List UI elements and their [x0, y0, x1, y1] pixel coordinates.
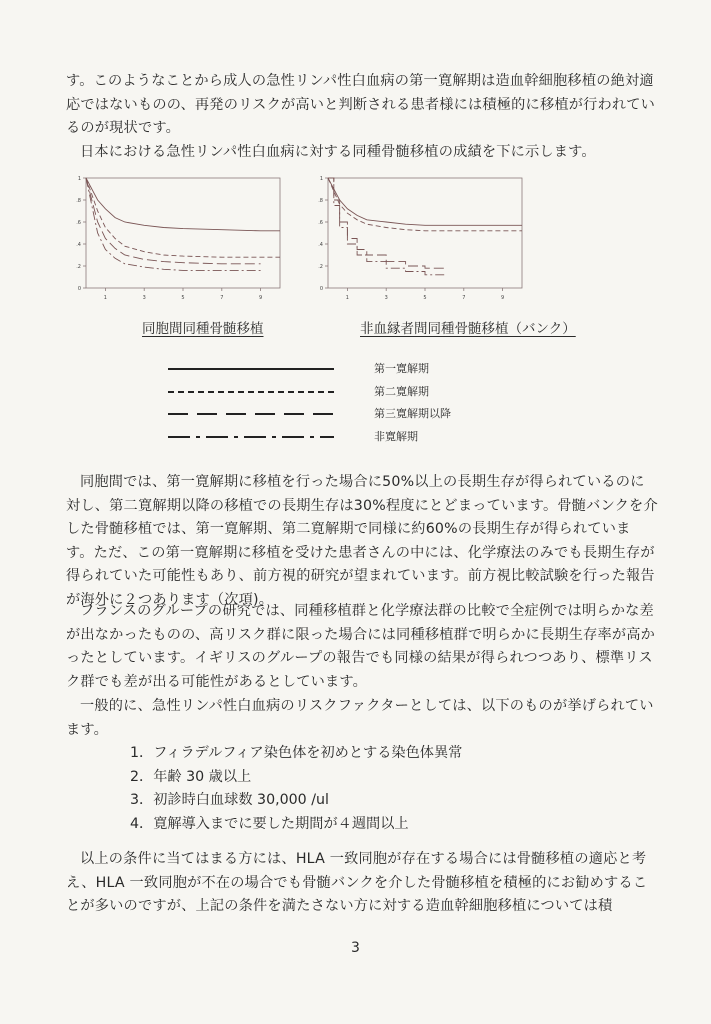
paragraph-france-study: フランスのグループの研究では、同種移植群と化学療法群の比較で全症例では明らかな差が出なかったものの、高リスク群に限った場合には同種移植群で明らかに長期生存率が高かったとしています。イギリスのグループの報告でも同様の結果が得られつつあり、標準リスク群でも差が出る可能性があるとしています。	[66, 603, 656, 690]
list-item: 2．年齢 30 歳以上	[130, 768, 252, 785]
series-line-dash-dot	[86, 178, 261, 270]
x-tick-label: 7	[462, 295, 466, 301]
x-tick-label: 5	[423, 295, 427, 301]
y-tick-label: .6	[76, 220, 81, 226]
series-line-solid	[328, 178, 522, 225]
series-line-solid	[86, 178, 280, 231]
list-item: 1．フィラデルフィア染色体を初めとする染色体異常	[130, 745, 463, 761]
y-tick-label: .4	[76, 242, 81, 248]
y-tick-label: .4	[318, 242, 323, 248]
series-line-long-dash	[328, 178, 444, 268]
risk-factor-list	[130, 742, 462, 836]
paragraph-risk-intro: 一般的に、急性リンパ性白血病のリスクファクターとしては、以下のものが挙げられています。	[66, 698, 654, 738]
y-tick-label: 1	[319, 176, 323, 182]
series-line-short-dash	[328, 178, 522, 231]
x-tick-label: 1	[345, 295, 349, 301]
legend-line-short-dash	[168, 391, 334, 393]
x-tick-label: 7	[220, 295, 224, 301]
list-item: 4．寛解導入までに要した期間が４週間以上	[130, 815, 409, 832]
caption-sibling: 同胞間同種骨髄移植	[142, 321, 264, 337]
paragraph-intro: す。このようなことから成人の急性リンパ性白血病の第一寛解期は造血幹細胞移植の絶対適応ではないものの、再発のリスクが高いと判断される患者様には積極的に移植が行われているのが現状です。	[66, 73, 656, 137]
paragraph-conclusion: 以上の条件に当てはまる方には、HLA 一致同胞が存在する場合には骨髄移植の適応と考え、HLA 一致同胞が不在の場合でも骨髄バンクを介した骨髄移植を積極的にお勧めすることが多いのですが、上記の条件を満たさない方に対する造血幹細胞移植については積	[66, 851, 648, 915]
y-tick-label: 0	[319, 286, 323, 292]
paragraph-results-intro: 日本における急性リンパ性白血病に対する同種骨髄移植の成績を下に示します。	[80, 144, 596, 160]
x-tick-label: 5	[181, 295, 185, 301]
legend-label: 非寛解期	[374, 430, 418, 443]
y-tick-label: 0	[77, 286, 81, 292]
plot-frame	[86, 178, 280, 288]
series-line-long-dash	[86, 178, 261, 264]
legend-line-dash-dot	[168, 427, 468, 447]
legend-label: 第一寛解期	[374, 362, 429, 375]
y-tick-label: .8	[76, 198, 81, 204]
x-tick-label: 9	[501, 295, 505, 301]
x-tick-label: 9	[259, 295, 263, 301]
y-tick-label: .6	[318, 220, 323, 226]
legend-item-first-remission	[168, 359, 468, 379]
y-tick-label: .8	[318, 198, 323, 204]
x-tick-label: 3	[142, 295, 146, 301]
survival-chart-unrelated	[308, 172, 530, 310]
y-tick-label: 1	[77, 176, 81, 182]
legend-item-second-remission	[168, 382, 468, 402]
legend-line-long-dash	[168, 404, 468, 424]
y-tick-label: .2	[318, 264, 323, 270]
legend-label: 第三寛解期以降	[374, 407, 451, 420]
legend-line-solid	[168, 368, 334, 370]
caption-unrelated: 非血縁者間同種骨髄移植（バンク）	[360, 321, 576, 337]
x-tick-label: 1	[103, 295, 107, 301]
paragraph-sibling-results: 同胞間では、第一寛解期に移植を行った場合に50%以上の長期生存が得られているのに対し、第二寛解期以降の移植での長期生存は30%程度にとどまっています。骨髄バンクを介した骨髄移植では、第一寛解期、第二寛解期で同様に約60%の長期生存が得られています。ただ、この第一寛解期に移植を受けた患者さんの中には、化学療法のみでも長期生存が得られていた可能性もあり、前方視的研究が望まれています。前方視比較試験を行った報告が海外に２つあります（次項)。	[66, 474, 658, 608]
x-tick-label: 3	[384, 295, 388, 301]
page-number: 3	[351, 940, 360, 956]
y-tick-label: .2	[76, 264, 81, 270]
survival-chart-sibling	[66, 172, 288, 310]
legend-label: 第二寛解期	[374, 385, 429, 398]
list-item: 3．初診時白血球数 30,000 /ul	[130, 792, 329, 809]
